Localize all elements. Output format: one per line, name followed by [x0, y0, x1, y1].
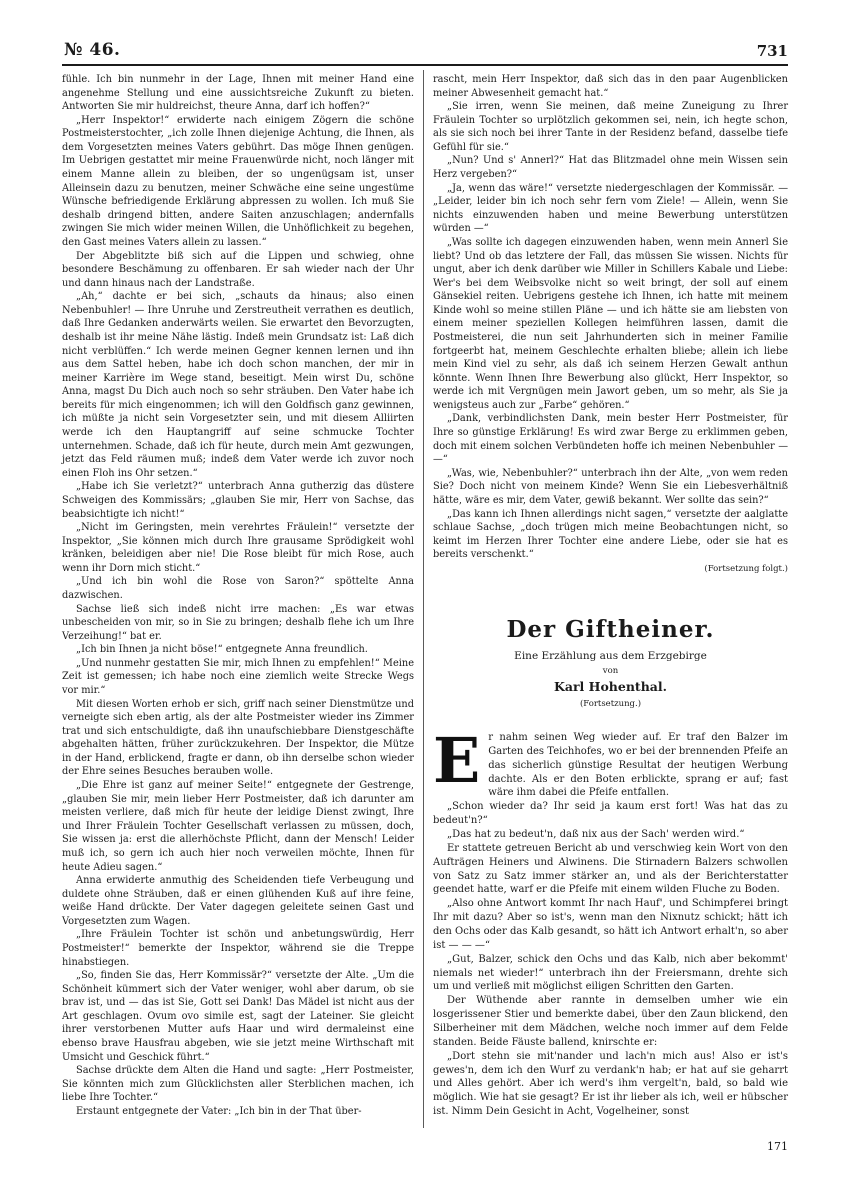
- story-first-paragraph: [433, 724, 788, 800]
- left-paragraph: „Habe ich Sie verletzt?“ unterbrach Anna gutherzig das düstere Schweigen des Kommissärs; „glauben Sie mir, Herr von Sachse, das beabsichtigte ich nicht!“: [62, 481, 414, 520]
- left-paragraph: „Herr Inspektor!“ erwiderte nach einigem Zögern die schöne Postmeisterstochter, „ich zolle Ihnen diejenige Achtung, die Ihnen, als dem Vorgesetzten meines Vaters gebührt. Das möge Ihnen genügen. Im Uebrigen gestattet mir meine Frauenwürde nicht, noch länger mit einem Manne allein zu bleiben, der so ungenügsam ist, unser Alleinsein dazu zu benutzen, meiner Schwäche eine seine ungestüme Wünsche befriedigende Erklärung abpressen zu wollen. Ich muß Sie deshalb dringend bitten, andere Saiten anzuschlagen; andernfalls zwingen Sie mich wider meinen Willen, die Unhöflichkeit zu begehen, den Gast meines Vaters allein zu lassen.“: [62, 114, 414, 248]
- page-number: 731: [756, 42, 788, 60]
- right-column: [433, 73, 788, 583]
- right-paragraph: „Was sollte ich dagegen einzuwenden haben, wenn mein Annerl Sie liebt? Und ob das letztere der Fall, das müssen Sie wissen. Nichts für ungut, aber ich denk darüber wie Miller in Schillers Kabale und Liebe: Wer's bei dem Weibsvolke nicht so weit bringt, der soll auf einem Gänsekiel reiten. Uebrigens gestehe ich Ihnen, ich hatte mit meinem Kinde wohl so meine stillen Pläne — und ich hätte sie am liebsten von einem meiner speziellen Kollegen heimführen lassen, damit die Postmeisterei, die nun seit Jahrhunderten sich in meiner Familie fortgeerbt hat, meinem Geschlechte erhalten bliebe; allein ich liebe mein Kind viel zu sehr, als daß ich seinem Herzen Gewalt anthun könnte. Wenn Ihnen Ihre Bewerbung also glückt, Herr Inspektor, so werde ich mit Vergnügen mein Jawort geben, um so mehr, als Sie ja wenigsteus auch zur „Farbe“ gehören.“: [433, 236, 788, 411]
- left-paragraph: „Und nunmehr gestatten Sie mir, mich Ihnen zu empfehlen!“ Meine Zeit ist gemessen; ich habe noch eine ziemlich weite Strecke Wegs vor mir.“: [62, 657, 414, 697]
- story-by: von: [602, 666, 619, 676]
- right-paragraph: „Ja, wenn das wäre!“ versetzte niedergeschlagen der Kommissär. — „Leider, leider bin ich noch sehr fern vom Ziele! — Allein, wenn Sie nichts einzuwenden haben und meine Bewerbung unterstützen würden —“: [433, 182, 788, 235]
- right-paragraph: rascht, mein Herr Inspektor, daß sich das in den paar Augenblicken meiner Abwesenheit gemacht hat.“: [433, 74, 788, 99]
- story-first-text: r nahm seinen Weg wieder auf. Er traf den Balzer im Garten des Teichhofes, wo er bei der brennenden Pfeife an das sicherlich günstige Resultat der heutigen Werbung dachte. Als er den Boten erblickte, sprang er auf; fast wäre ihm dabei die Pfeife entfallen.: [488, 732, 788, 799]
- left-paragraph: Der Abgeblitzte biß sich auf die Lippen und schwieg, ohne besondere Beschämung zu offenbaren. Er sah wieder nach der Uhr und dann hinaus nach der Landstraße.: [62, 250, 414, 289]
- story-paragraph: „Das hat zu bedeut'n, daß nix aus der Sach' werden wird.“: [447, 829, 745, 841]
- left-paragraph: „Ich bin Ihnen ja nicht böse!“ entgegnete Anna freundlich.: [76, 644, 368, 656]
- right-paragraph: „Was, wie, Nebenbuhler?“ unterbrach ihn der Alte, „von wem reden Sie? Doch nicht von meinem Kinde? Wenn Sie ein Liebesverhältniß hätte, wäre es mir, dem Vater, gewiß bekannt. Wer sollte das sein?“: [433, 467, 788, 506]
- page-header: [62, 40, 788, 64]
- story-paragraph: „Also ohne Antwort kommt Ihr nach Hauf', und Schimpferei bringt Ihr mit dazu? Aber so ist's, wenn man den Nixnutz schickt; hätt ich den Ochs oder das Kalb gesandt, so hätt ich Antwort erhalt'n, so aber ist — — —“: [433, 898, 788, 951]
- left-paragraph: „Und ich bin wohl die Rose von Saron?“ spöttelte Anna dazwischen.: [62, 576, 414, 601]
- right-paragraph: „Sie irren, wenn Sie meinen, daß meine Zuneigung zu Ihrer Fräulein Tochter so urplötzlich gekommen sei, nein, ich hegte schon, als sie sich noch bei ihrer Tante in der Residenz befand, dasselbe tiefe Gefühl für sie.“: [433, 101, 788, 153]
- story-continuation: (Fortsetzung.): [579, 699, 642, 709]
- left-paragraph: „Ah,“ dachte er bei sich, „schauts da hinaus; also einen Nebenbuhler! — Ihre Unruhe und Zerstreutheit verrathen es deutlich, daß Ihre Gedanken anderwärts weilen. Sie erwartet den Bevorzugten, deshalb ist ihr meine Nähe lästig. Indeß mein Grundsatz ist: Laß dich nicht verblüffen.“ Ich werde meinen Gegner kennen lernen und ihn aus dem Sattel heben, habe ich doch schon manchen, der mir in meiner Karrière im Wege stand, beseitigt. Mein wirst Du, schöne Anna, magst Du Dich auch noch so sehr sträuben. Den Vater habe ich bereits für mich eingenommen; ich will den Goldfisch ganz gewinnen, ich müßte ja nicht sein Vorgesetzter sein, und mit diesem Alliirten werde ich den Hauptangriff auf seine schmucke Tochter unternehmen. Schade, daß ich für heute, durch mein Amt gezwungen, jetzt das Feld räumen muß; indeß dem Vater werde ich zuvor noch einen Floh ins Ohr setzen.“: [62, 291, 414, 479]
- left-paragraph: Sachse ließ sich indeß nicht irre machen: „Es war etwas unbescheiden von mir, so in Sie zu bringen; deshalb flehe ich um Ihre Verzeihung!“ bat er.: [62, 603, 414, 642]
- header-rule: [62, 64, 788, 66]
- right-paragraph: „Nun? Und s' Annerl?“ Hat das Blitzmadel ohne mein Wissen sein Herz vergeben?“: [433, 155, 788, 181]
- left-column: [62, 73, 414, 1123]
- left-paragraph: Erstaunt entgegnete der Vater: „Ich bin in der That über-: [76, 1105, 362, 1117]
- story-paragraph: Er stattete getreuen Bericht ab und verschwieg kein Wort von den Aufträgen Heiners und Alwinens. Die Stirnadern Balzers schwollen von Satz zu Satz immer stärker an, und als der Berichterstatter geendet hatte, warf er die Pfeife mit einem wilden Fluche zu Boden.: [433, 842, 788, 896]
- drop-cap: E: [433, 724, 481, 797]
- story-body: [433, 724, 788, 1131]
- left-paragraph: „Nicht im Geringsten, mein verehrtes Fräulein!“ versetzte der Inspektor, „Sie können mich durch Ihre grausame Sprödigkeit wohl kränken, beleidigen aber nie! Die Rose bleibt für mich Rose, auch wenn ihr Dorn mich sticht.“: [62, 522, 414, 574]
- left-paragraph: Anna erwiderte anmuthig des Scheidenden tiefe Verbeugung und duldete ohne Sträuben, daß er einen glühenden Kuß auf ihre feine, weiße Hand drückte. Der Vater dagegen geleitete seinen Gast und Vorgesetzten zum Wagen.: [62, 875, 414, 927]
- story-paragraph: „Schon wieder da? Ihr seid ja kaum erst fort! Was hat das zu bedeut'n?“: [433, 801, 788, 827]
- story-title: Der Giftheiner.: [506, 616, 715, 643]
- left-paragraph: „So, finden Sie das, Herr Kommissär?“ versetzte der Alte. „Um die Schönheit kümmert sich der Vater weniger, wohl aber darum, ob sie brav ist, und — das ist Sie, Gott sei Dank! Das Mädel ist nicht aus der Art geschlagen. Ovum ovo simile est, sagt der Lateiner. Sie gleicht ihrer verstorbenen Mutter aufs Haar und wird dermaleinst eine ebenso brave Hausfrau abgeben, wie sie jetzt meine Wirthschaft mit Umsicht und Geschick führt.“: [62, 970, 414, 1063]
- folio-number: 171: [767, 1140, 788, 1153]
- story-paragraph: „Dort stehn sie mit'nander und lach'n mich aus! Also er ist's gewes'n, dem ich den Wurf zu verdank'n hab; er hat auf sie geharrt und Alles gehört. Aber ich werd's ihm vergelt'n, bald, so bald wie möglich. Wie hat sie gesagt? Er ist ihr lieber als ich, weil er hübscher ist. Nimm Dein Gesicht in Acht, Vogelheiner, sonst: [433, 1050, 788, 1118]
- left-paragraph: Mit diesen Worten erhob er sich, griff nach seiner Dienstmütze und verneigte sich eben artig, als der alte Postmeister wieder ins Zimmer trat und sich entschuldigte, daß ihn unaufschiebbare Dienstgeschäfte abgehalten hätten, früher zurückzukehren. Der Inspektor, die Mütze in der Hand, erblickend, fragte er dann, ob ihn derselbe schon wieder der Ehre seines Besuches berauben wolle.: [62, 698, 414, 778]
- story-heading: [433, 615, 788, 710]
- left-paragraph: Sachse drückte dem Alten die Hand und sagte: „Herr Postmeister, Sie könnten mich zum Glücklichsten aller Sterblichen machen, ich liebe Ihre Tochter.“: [62, 1065, 414, 1104]
- story-paragraph: „Gut, Balzer, schick den Ochs und das Kalb, nich aber bekommt' niemals net wieder!“ unterbrach ihn der Freiersmann, drehte sich um und verließ mit möglichst eiligen Schritten den Garten.: [433, 953, 788, 993]
- left-paragraph: „Die Ehre ist ganz auf meiner Seite!“ entgegnete der Gestrenge, „glauben Sie mir, mein lieber Herr Postmeister, daß ich darunter am meisten verliere, daß mich für heute der leidige Dienst zwingt, Ihre und Ihrer Fräulein Tochter Gesellschaft verlassen zu müssen, doch, Sie wissen ja: erst die allerhöchste Pflicht, dann der Mensch! Leider muß ich, so gern ich auch hier noch verweilen möchte, Ihnen für heute Adieu sagen.“: [62, 780, 414, 873]
- right-paragraph: „Das kann ich Ihnen allerdings nicht sagen,“ versetzte der aalglatte schlaue Sachse, „doch trügen mich meine Beobachtungen nicht, so keimt im Herzen Ihrer Tochter eine andere Liebe, oder sie hat es bereits verschenkt.“: [433, 508, 788, 561]
- story-paragraph: Der Wüthende aber rannte in demselben umher wie ein losgerissener Stier und bemerkte dabei, über den Zaun blickend, den Silberheiner mit dem Mädchen, welche noch immer auf dem Felde standen. Beide Fäuste ballend, knirschte er:: [433, 995, 788, 1048]
- right-paragraph: „Dank, verbindlichsten Dank, mein bester Herr Postmeister, für Ihre so günstige Erklärung! Es wird zwar Berge zu erklimmen geben, doch mit einem solchen Verbündeten hoffe ich meinen Nebenbuhler — —“: [433, 413, 788, 466]
- continuation-note: (Fortsetzung folgt.): [704, 563, 788, 574]
- story-subtitle: Eine Erzählung aus dem Erzgebirge: [514, 650, 707, 662]
- issue-number: № 46.: [64, 40, 121, 60]
- column-divider: [423, 70, 424, 1128]
- left-paragraph: „Ihre Fräulein Tochter ist schön und anbetungswürdig, Herr Postmeister!“ bemerkte der Inspektor, während sie die Treppe hinabstiegen.: [62, 929, 414, 968]
- story-author: Karl Hohenthal.: [554, 679, 667, 694]
- left-paragraph: fühle. Ich bin nunmehr in der Lage, Ihnen mit meiner Hand eine angenehme Stellung und eine aussichtsreiche Zukunft zu bieten. Antworten Sie mir huldreichst, theure Anna, darf ich hoffen?“: [62, 74, 414, 113]
